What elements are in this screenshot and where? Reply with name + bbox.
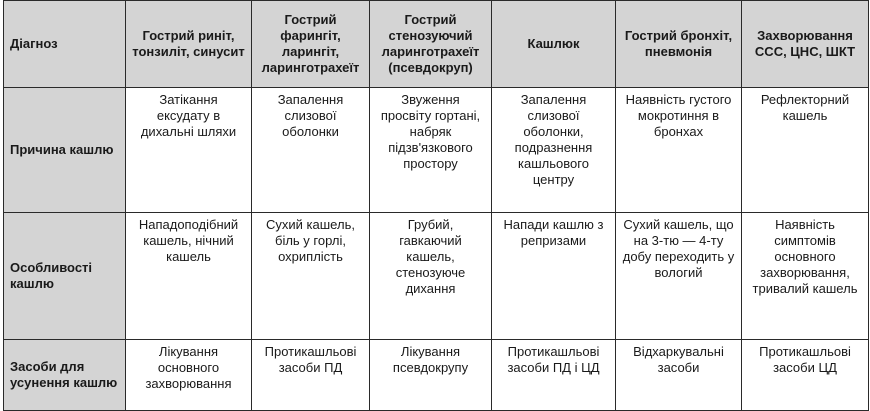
table-cell: Нападоподібний кашель, нічний кашель [126,213,252,340]
row-label-features: Особливості кашлю [4,213,126,340]
table-cell: Протикашльові засоби ЦД [742,340,869,411]
header-col-pharyngitis: Гострий фарингіт, ларингіт, ларинготрахеїт [252,1,370,88]
table-cell: Напади кашлю з репризами [492,213,616,340]
row-label-cause: Причина кашлю [4,88,126,213]
row-label-remedies: Засоби для усунення кашлю [4,340,126,411]
table-cell: Наявність симптомів основного захворювання, тривалий кашель [742,213,869,340]
header-col-pertussis: Кашлюк [492,1,616,88]
table-cell: Сухий кашель, що на 3-тю — 4-ту добу переходить у вологий [616,213,742,340]
header-row [4,1,869,88]
cough-diagnosis-table [3,0,869,411]
table-cell: Затікання ексудату в дихальні шляхи [126,88,252,213]
header-col-rhinitis: Гострий риніт, тонзиліт, синусит [126,1,252,88]
table-cell: Рефлекторний кашель [742,88,869,213]
table-cell: Грубий, гавкаючий кашель, стенозуюче дихання [370,213,492,340]
table-cell: Лікування псевдокрупу [370,340,492,411]
table-cell: Сухий кашель, біль у горлі, охриплість [252,213,370,340]
header-col-pseudocroup: Гострий стенозуючий ларинготрахеїт (псевдокруп) [370,1,492,88]
table-cell: Протикашльові засоби ПД і ЦД [492,340,616,411]
table-cell: Лікування основного захворювання [126,340,252,411]
header-col-systemic: Захворювання ССС, ЦНС, ШКТ [742,1,869,88]
table-cell: Відхаркувальні засоби [616,340,742,411]
table-cell: Запалення слизової оболонки, подразнення кашльового центру [492,88,616,213]
table-row [4,88,869,213]
table-cell: Наявність густого мокротиння в бронхах [616,88,742,213]
table-row [4,213,869,340]
table-cell: Запалення слизової оболонки [252,88,370,213]
header-diagnosis: Діагноз [4,1,126,88]
table-cell: Протикашльові засоби ПД [252,340,370,411]
table-cell: Звуження просвіту гортані, набряк підзв'язкового простору [370,88,492,213]
header-col-bronchitis: Гострий бронхіт, пневмонія [616,1,742,88]
